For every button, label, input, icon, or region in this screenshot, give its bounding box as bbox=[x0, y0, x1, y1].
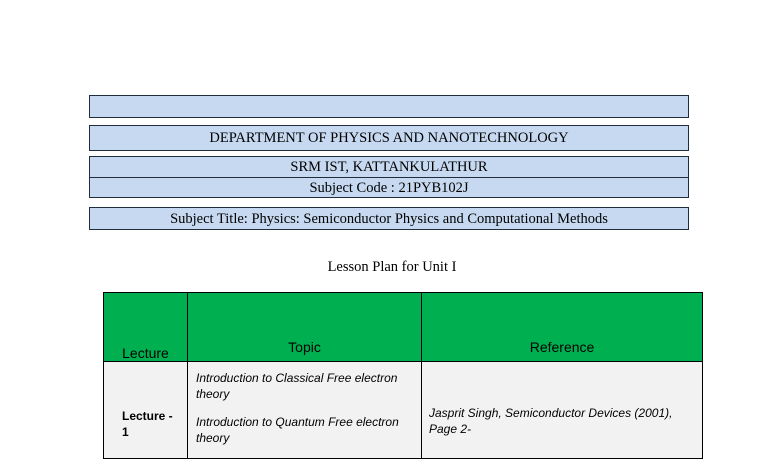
reference-column-header: Reference bbox=[422, 293, 703, 362]
department-name: DEPARTMENT OF PHYSICS AND NANOTECHNOLOGY bbox=[209, 129, 569, 146]
subject-code: Subject Code : 21PYB102J bbox=[309, 179, 469, 196]
subject-title-banner bbox=[89, 207, 689, 230]
lesson-plan-title: Lesson Plan for Unit I bbox=[327, 259, 457, 275]
header-blank-band bbox=[89, 95, 689, 118]
subject-code-banner bbox=[89, 177, 689, 198]
institute-banner bbox=[89, 156, 689, 177]
topic-cell bbox=[188, 362, 422, 459]
lecture-column-header: Lecture bbox=[104, 293, 188, 362]
topic-item: Introduction to Quantum Free electron theory bbox=[196, 415, 399, 445]
table-row bbox=[104, 362, 703, 459]
department-banner bbox=[89, 125, 689, 151]
institute-name: SRM IST, KATTANKULATHUR bbox=[290, 158, 488, 175]
topic-item: Introduction to Classical Free electron theory bbox=[196, 371, 398, 401]
reference-cell: Jasprit Singh, Semiconductor Devices (2001), Page 2- bbox=[422, 362, 703, 459]
topic-column-header: Topic bbox=[188, 293, 422, 362]
lecture-cell: Lecture - 1 bbox=[104, 362, 188, 459]
lesson-plan-table bbox=[103, 292, 703, 459]
subject-title: Subject Title: Physics: Semiconductor Physics and Computational Methods bbox=[170, 210, 608, 227]
table-header-row bbox=[104, 293, 703, 362]
